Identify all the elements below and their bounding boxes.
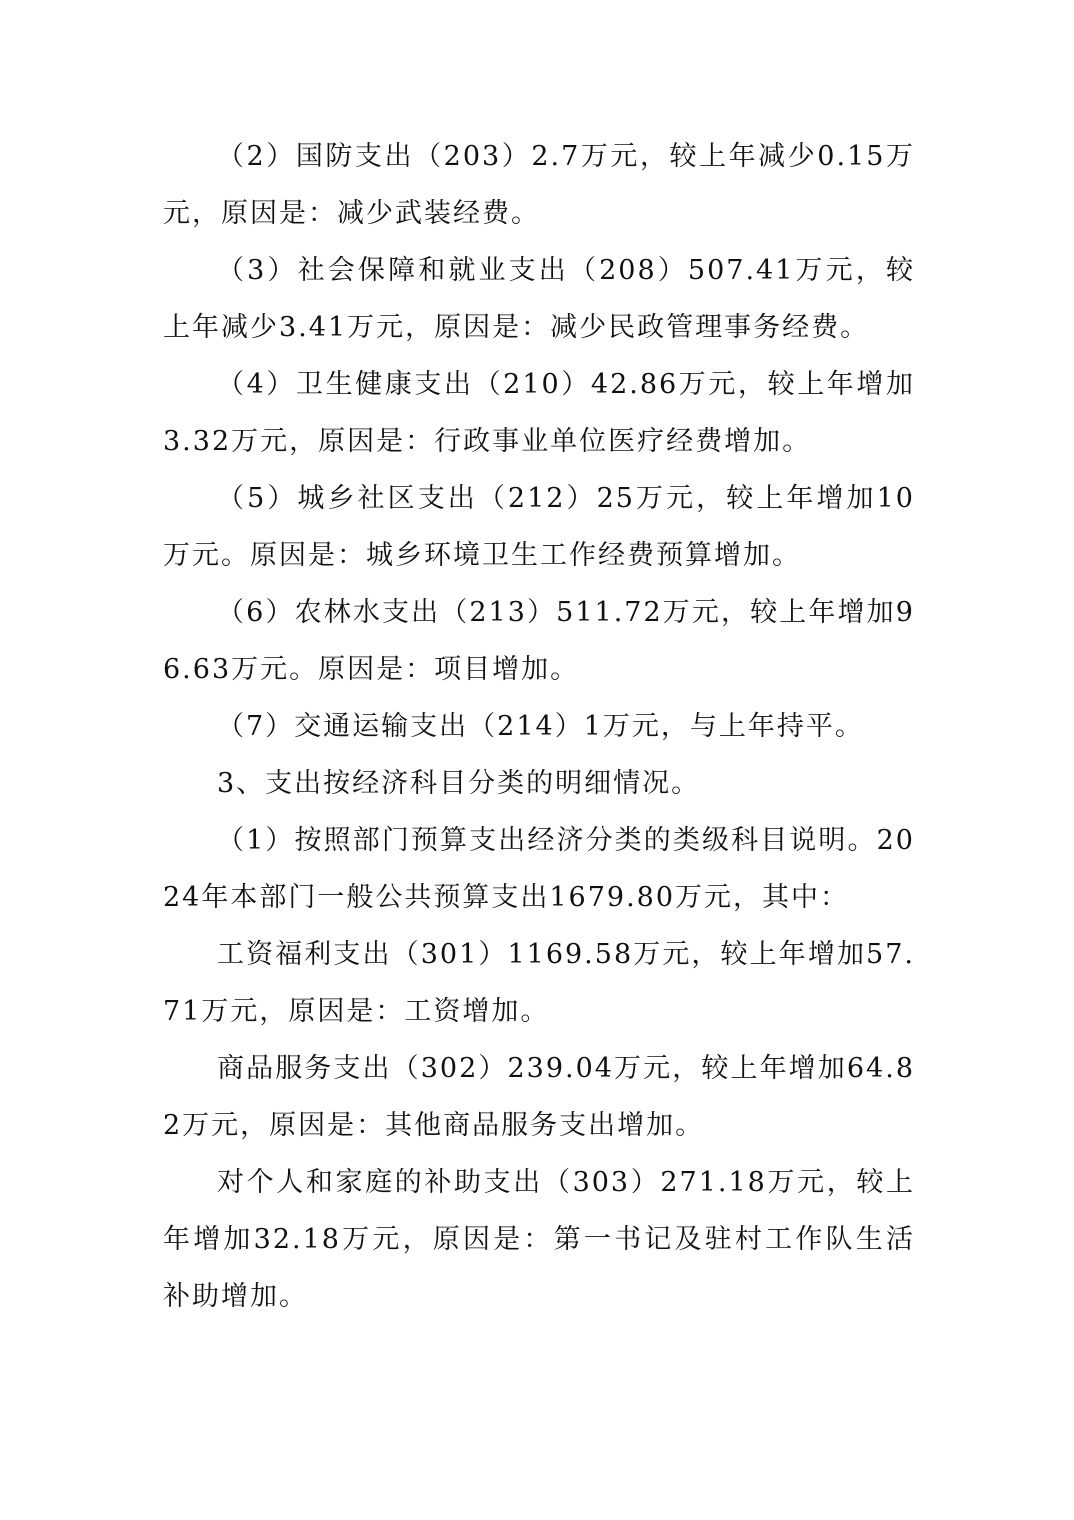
paragraph-transportation: （7）交通运输支出（214）1万元，与上年持平。 [217,711,864,742]
paragraph-classification-summary: （1）按照部门预算支出经济分类的类级科目说明。2024年本部门一般公共预算支出1679.80万元，其中： [163,825,915,913]
paragraph-wages-welfare: 工资福利支出（301）1169.58万元，较上年增加57.71万元，原因是：工资增加。 [163,939,915,1027]
paragraph-social-security: （3）社会保障和就业支出（208）507.41万元，较上年减少3.41万元，原因是：减少民政管理事务经费。 [163,255,915,343]
document-body [163,128,915,1325]
paragraph-health: （4）卫生健康支出（210）42.86万元，较上年增加3.32万元，原因是：行政事业单位医疗经费增加。 [163,369,915,457]
paragraph-urban-rural-community: （5）城乡社区支出（212）25万元，较上年增加10万元。原因是：城乡环境卫生工作经费预算增加。 [163,483,915,571]
paragraph-individual-family-subsidy: 对个人和家庭的补助支出（303）271.18万元，较上年增加32.18万元，原因是：第一书记及驻村工作队生活补助增加。 [163,1167,915,1312]
paragraph-agriculture-forestry-water: （6）农林水支出（213）511.72万元，较上年增加96.63万元。原因是：项目增加。 [163,597,915,685]
paragraph-goods-services: 商品服务支出（302）239.04万元，较上年增加64.82万元，原因是：其他商品服务支出增加。 [163,1053,915,1141]
section-heading-economic-classification: 3、支出按经济科目分类的明细情况。 [217,768,701,799]
paragraph-national-defense: （2）国防支出（203）2.7万元，较上年减少0.15万元，原因是：减少武装经费。 [163,141,915,229]
